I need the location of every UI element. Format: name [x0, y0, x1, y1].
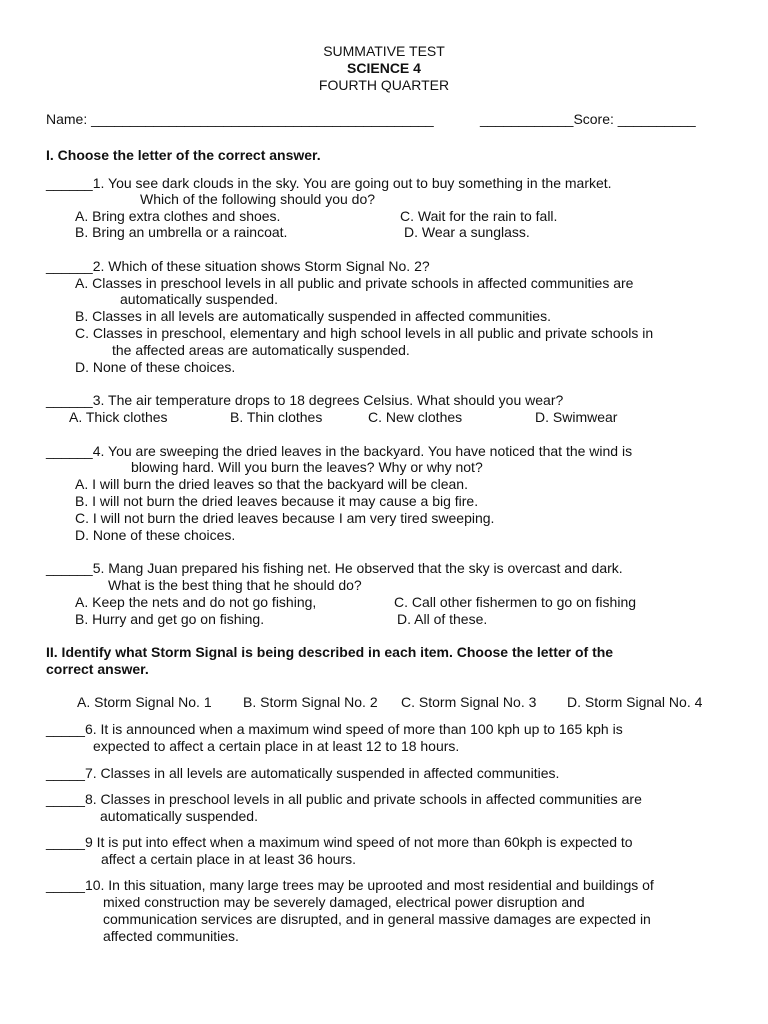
- choice-a: A. Thick clothes: [69, 409, 168, 425]
- choice-a: A. Classes in preschool levels in all public and private schools in affected communities are: [75, 275, 634, 291]
- question-1: [46, 175, 612, 192]
- test-title: SUMMATIVE TEST: [323, 43, 445, 59]
- item-text: 6. It is announced when a maximum wind speed of more than 100 kph up to 165 kph is: [84, 721, 623, 737]
- signal-option-c: C. Storm Signal No. 3: [401, 694, 537, 710]
- question-stem: 2. Which of these situation shows Storm Signal No. 2?: [92, 258, 430, 274]
- score-field-blank: __________: [617, 111, 696, 127]
- choice-d: D. None of these choices.: [75, 527, 236, 543]
- question-2: [46, 258, 430, 275]
- choice-b: B. Thin clothes: [230, 409, 323, 425]
- question-5: [46, 560, 623, 577]
- question-4: [46, 443, 632, 460]
- choice-b: B. Bring an umbrella or a raincoat.: [75, 224, 288, 240]
- item-7: [46, 765, 559, 782]
- choice-a: A. Keep the nets and do not go fishing,: [75, 594, 317, 610]
- question-stem-cont: blowing hard. Will you burn the leaves? Why or why not?: [131, 459, 483, 475]
- item-6: [46, 721, 623, 738]
- item-text: 7. Classes in all levels are automatically suspended in affected communities.: [84, 765, 560, 781]
- item-text-cont: affected communities.: [103, 928, 239, 944]
- choice-b: B. Hurry and get go on fishing.: [75, 611, 265, 627]
- item-text: 10. In this situation, many large trees may be uprooted and most residential and buildings of: [84, 877, 654, 893]
- item-text: 8. Classes in preschool levels in all public and private schools in affected communities are: [84, 791, 642, 807]
- question-stem: 1. You see dark clouds in the sky. You are going out to buy something in the market.: [92, 175, 612, 191]
- item-text: 9 It is put into effect when a maximum wind speed of not more than 60kph is expected to: [84, 834, 633, 850]
- signal-option-a: A. Storm Signal No. 1: [77, 694, 212, 710]
- signal-option-d: D. Storm Signal No. 4: [567, 694, 703, 710]
- choice-c: C. Classes in preschool, elementary and high school levels in all public and private schools in: [75, 325, 654, 341]
- item-text-cont: mixed construction may be severely damaged, electrical power disruption and: [103, 894, 585, 910]
- choice-d: D. Swimwear: [535, 409, 618, 425]
- item-text-cont: affect a certain place in at least 36 hours.: [101, 851, 357, 867]
- item-text-cont: communication services are disrupted, and in general massive damages are expected in: [103, 911, 651, 927]
- choice-b: B. Classes in all levels are automatically suspended in affected communities.: [75, 308, 551, 324]
- choice-d: D. Wear a sunglass.: [404, 224, 530, 240]
- answer-blank: _____: [46, 834, 85, 850]
- item-10: [46, 877, 654, 894]
- answer-blank: ______: [46, 175, 93, 191]
- answer-blank: _____: [46, 765, 85, 781]
- name-field-blank: ____________________________________________: [91, 111, 434, 127]
- question-stem: 3. The air temperature drops to 18 degrees Celsius. What should you wear?: [92, 392, 564, 408]
- answer-blank: ______: [46, 258, 93, 274]
- choice-c: C. Wait for the rain to fall.: [400, 208, 558, 224]
- score-label: Score:: [573, 111, 618, 127]
- choice-c: C. Call other fishermen to go on fishing: [394, 594, 637, 610]
- question-stem: 5. Mang Juan prepared his fishing net. He observed that the sky is overcast and dark.: [92, 560, 623, 576]
- question-stem-cont: What is the best thing that he should do?: [108, 577, 362, 593]
- name-label: Name:: [46, 111, 92, 127]
- item-9: [46, 834, 633, 851]
- answer-blank: _____: [46, 791, 85, 807]
- part1-heading: I. Choose the letter of the correct answer.: [46, 147, 321, 163]
- answer-blank: ______: [46, 392, 93, 408]
- choice-c-cont: the affected areas are automatically suspended.: [112, 342, 410, 358]
- choice-d: D. All of these.: [397, 611, 488, 627]
- quarter-title: FOURTH QUARTER: [318, 77, 450, 93]
- part2-heading: II. Identify what Storm Signal is being described in each item. Choose the letter of the: [46, 644, 614, 660]
- name-line: [46, 111, 434, 128]
- choice-c: C. I will not burn the dried leaves because I am very tired sweeping.: [75, 510, 495, 526]
- score-line: [480, 111, 696, 128]
- answer-blank: _____: [46, 877, 85, 893]
- choice-a-cont: automatically suspended.: [120, 291, 278, 307]
- choice-a: A. Bring extra clothes and shoes.: [75, 208, 281, 224]
- choice-d: D. None of these choices.: [75, 359, 236, 375]
- question-stem: 4. You are sweeping the dried leaves in the backyard. You have noticed that the wind is: [92, 443, 633, 459]
- choice-c: C. New clothes: [368, 409, 463, 425]
- answer-blank: _____: [46, 721, 85, 737]
- item-8: [46, 791, 642, 808]
- choice-b: B. I will not burn the dried leaves because it may cause a big fire.: [75, 493, 479, 509]
- part2-heading-cont: correct answer.: [46, 661, 149, 677]
- choice-a: A. I will burn the dried leaves so that the backyard will be clean.: [75, 476, 468, 492]
- answer-blank: ______: [46, 560, 93, 576]
- signal-option-b: B. Storm Signal No. 2: [243, 694, 378, 710]
- item-text-cont: expected to affect a certain place in at least 12 to 18 hours.: [93, 738, 460, 754]
- answer-blank: ______: [46, 443, 93, 459]
- question-stem-cont: Which of the following should you do?: [140, 191, 376, 207]
- question-3: [46, 392, 563, 409]
- subject-title: SCIENCE 4: [347, 60, 421, 76]
- item-text-cont: automatically suspended.: [100, 808, 258, 824]
- score-pre-blank: ____________: [480, 111, 574, 127]
